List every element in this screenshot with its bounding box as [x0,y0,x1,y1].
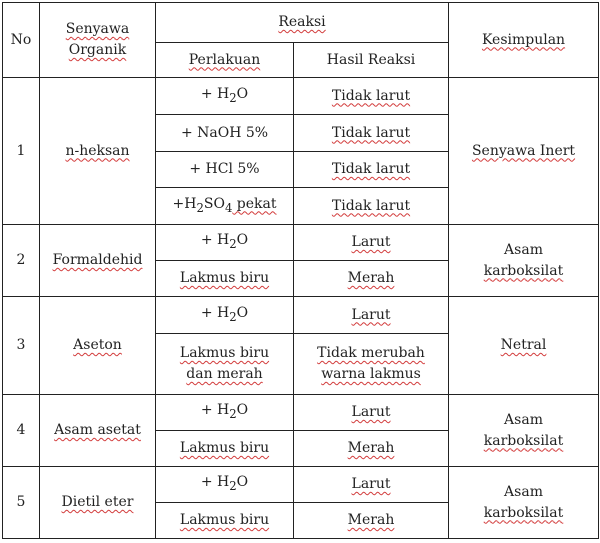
row-perlakuan: $+H_2SO_4$ pekat [156,188,294,225]
header-no: No [3,3,40,78]
row-kesimpulan: Asam karboksilat [449,467,599,539]
row-perlakuan: Lakmus biru dan merah [156,334,294,395]
row-hasil: Tidak larut [294,78,449,115]
row-no: 2 [3,225,40,297]
row-perlakuan: + $H_2O$ [156,78,294,115]
header-reaksi: Reaksi [156,3,449,43]
row-no: 3 [3,297,40,395]
header-kesimpulan: Kesimpulan [449,3,599,78]
results-table [2,2,599,539]
row-perlakuan: Lakmus biru [156,503,294,539]
row-hasil: Tidak larut [294,152,449,188]
header-row-1 [3,3,599,43]
row-hasil: Merah [294,261,449,297]
row-hasil: Larut [294,225,449,261]
row-no: 1 [3,78,40,225]
row-hasil: Merah [294,503,449,539]
row-hasil: Larut [294,297,449,334]
row-compound: n-heksan [40,78,156,225]
row-compound: Aseton [40,297,156,395]
header-senyawa-organik: Senyawa Organik [40,3,156,78]
row-perlakuan: + $H_2O$ [156,225,294,261]
row-perlakuan: Lakmus biru [156,431,294,467]
row-compound: Dietil eter [40,467,156,539]
row-no: 5 [3,467,40,539]
row-kesimpulan: Asam karboksilat [449,395,599,467]
row-perlakuan: + $H_2O$ [156,297,294,334]
row-compound: Formaldehid [40,225,156,297]
row-perlakuan: + $H_2O$ [156,395,294,431]
row-kesimpulan: Asam karboksilat [449,225,599,297]
row-kesimpulan: Netral [449,297,599,395]
table-row [3,297,599,334]
row-hasil: Larut [294,395,449,431]
table-row [3,395,599,431]
row-hasil: Tidak larut [294,188,449,225]
row-hasil: Tidak merubah warna lakmus [294,334,449,395]
row-perlakuan: + NaOH 5% [156,115,294,152]
row-hasil: Larut [294,467,449,503]
row-no: 4 [3,395,40,467]
row-hasil: Merah [294,431,449,467]
table-row [3,78,599,115]
row-kesimpulan: Senyawa Inert [449,78,599,225]
header-hasil-reaksi: Hasil Reaksi [294,43,449,78]
row-hasil: Tidak larut [294,115,449,152]
table-row [3,467,599,503]
row-perlakuan: + $H_2O$ [156,467,294,503]
header-perlakuan: Perlakuan [156,43,294,78]
row-compound: Asam asetat [40,395,156,467]
row-perlakuan: Lakmus biru [156,261,294,297]
row-perlakuan: + HCl 5% [156,152,294,188]
table-row [3,225,599,261]
